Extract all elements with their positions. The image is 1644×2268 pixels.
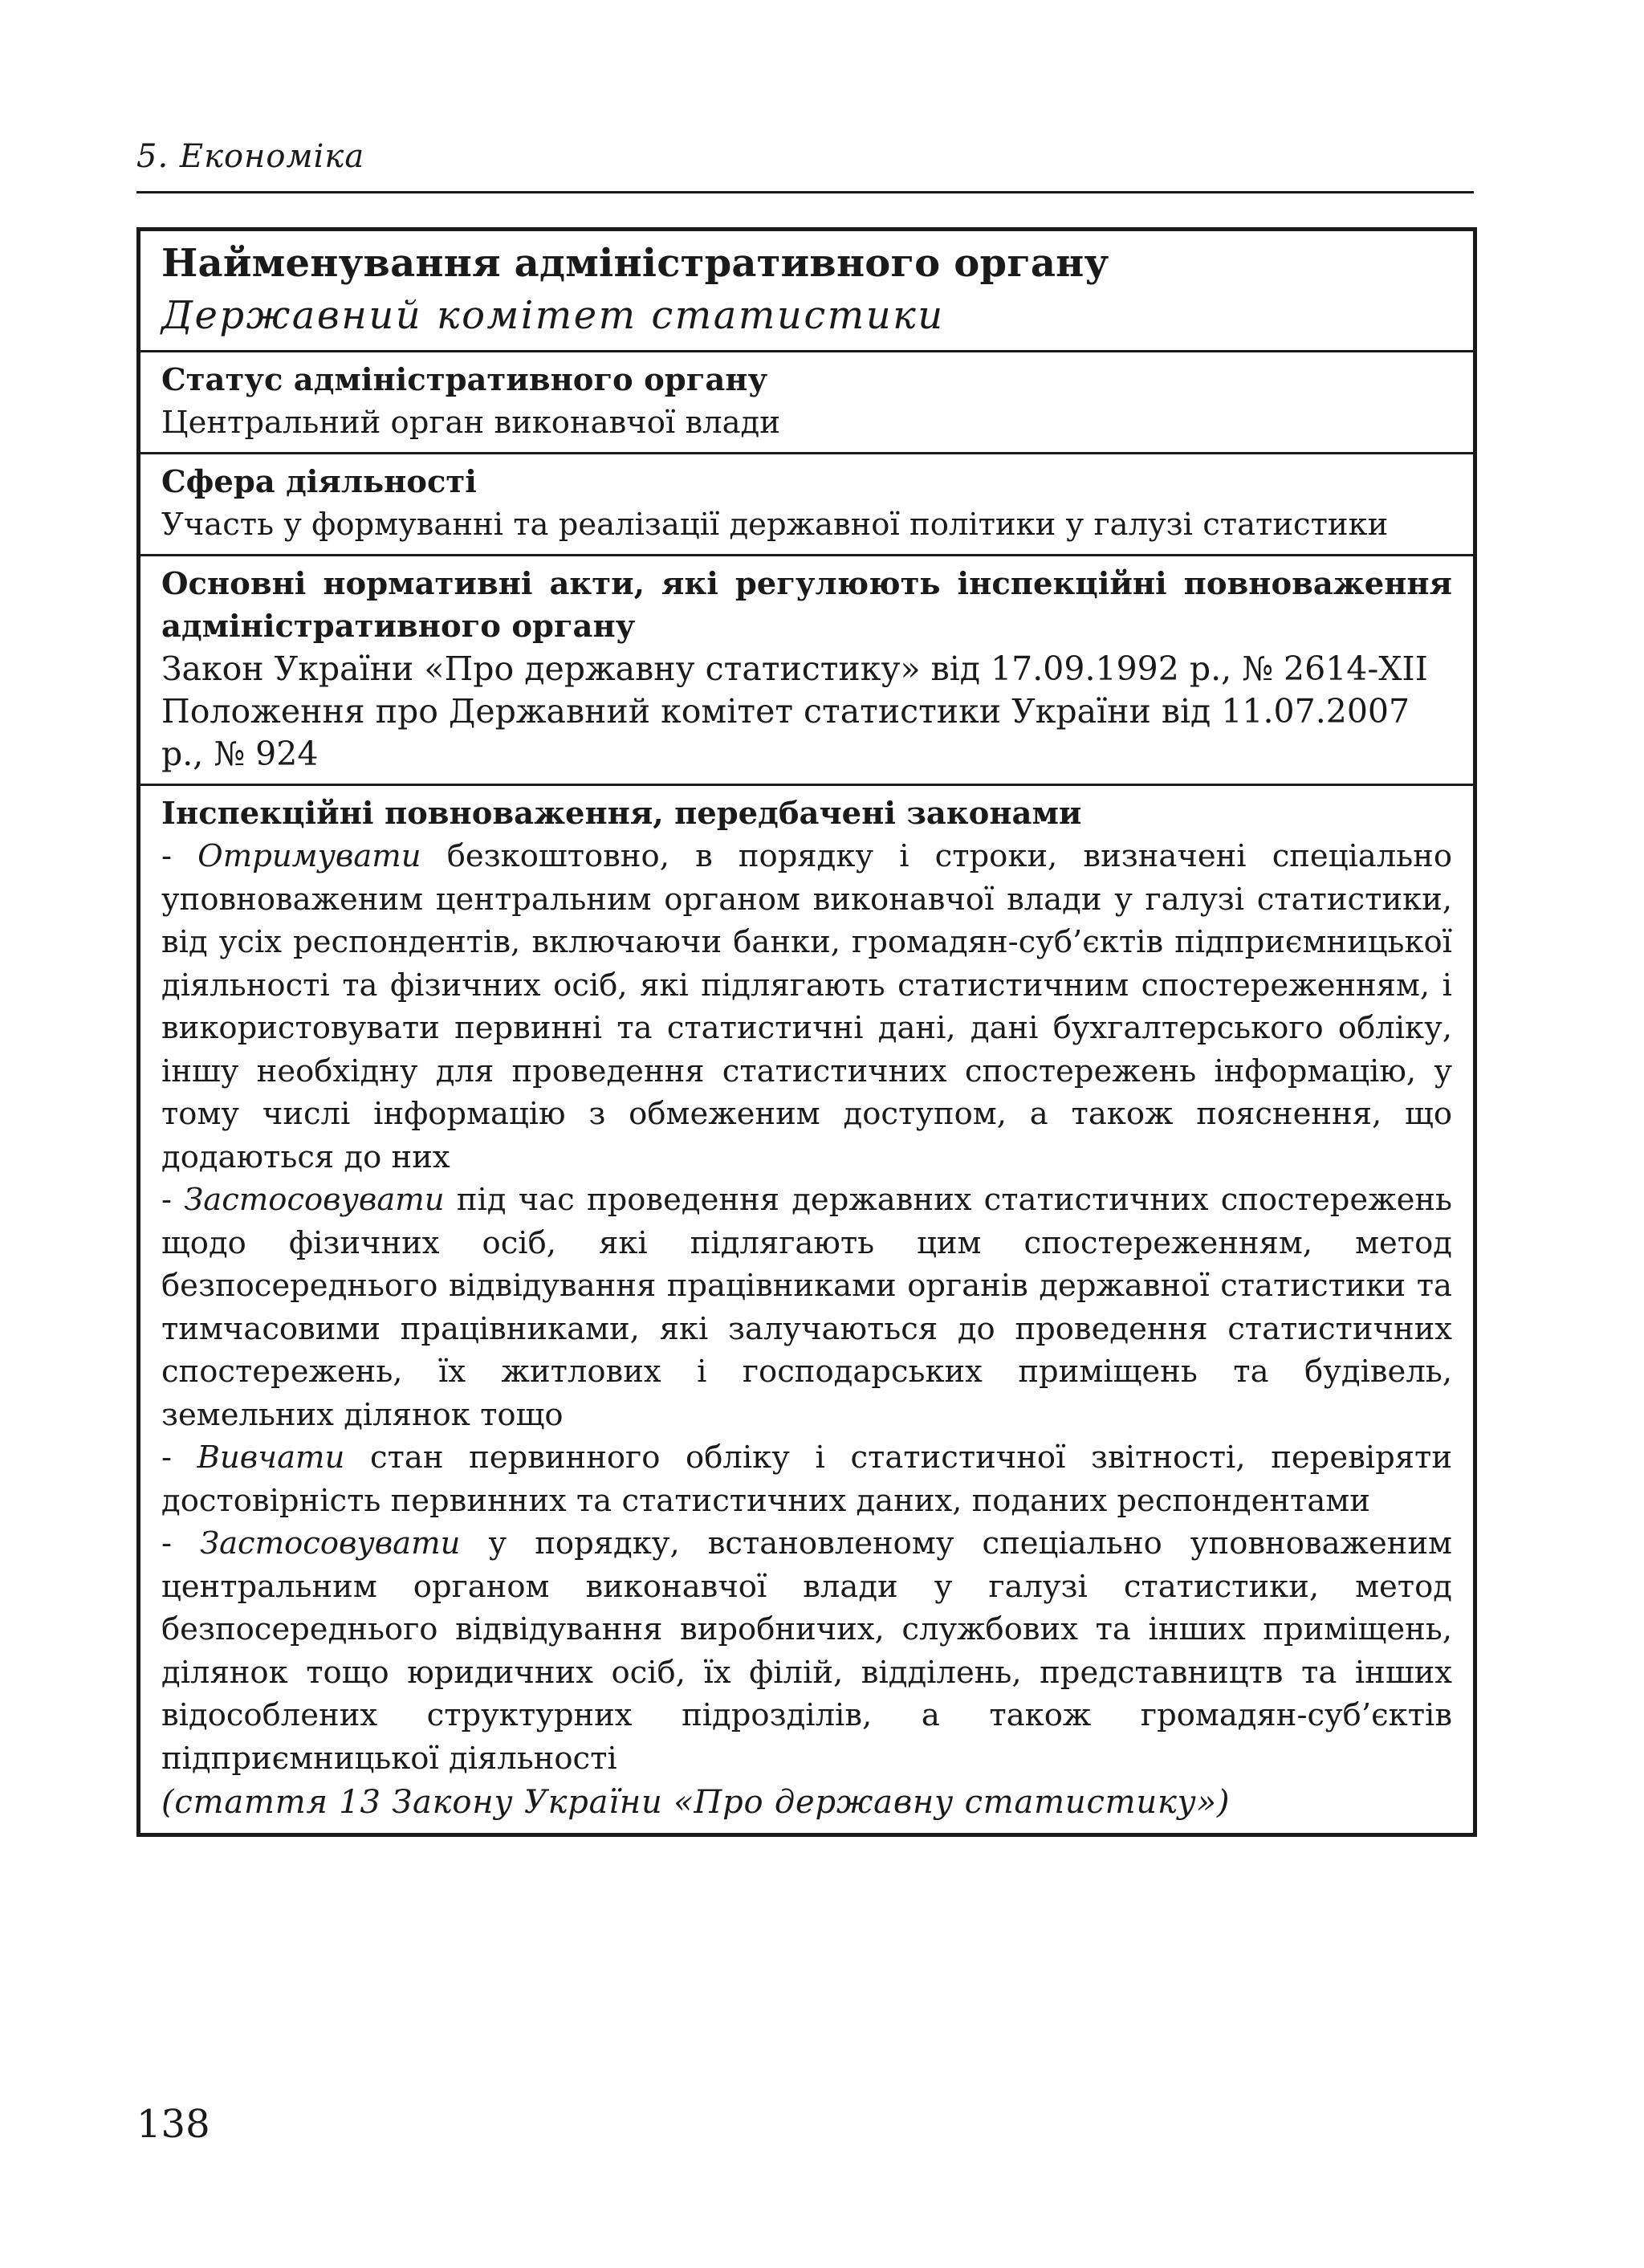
act-item: Положення про Державний комітет статистики України від 11.07.2007 р., № 924 — [161, 692, 1410, 773]
power-item — [161, 1522, 1452, 1780]
power-prefix: - — [161, 838, 198, 874]
authority-table — [136, 227, 1477, 1837]
power-text: під час проведення державних статистичних спостережень щодо фізичних осіб, які підлягають цим спостереженням, метод безпосереднього відвідування працівниками органів державної статистики та тимчасовими працівниками, які залучаються до проведення статистичних спостережень, їх житлових і господарських приміщень та будівель, земельних ділянок тощо — [161, 1182, 1452, 1433]
power-text: безкоштовно, в порядку і строки, визначені спеціально уповноваженим центральним органом виконавчої влади у галузі статистики, від усіх респондентів, включаючи банки, громадян-суб’єктів підприємницької діяльності та фізичних осіб, які підлягають статистичним спостереженням, і використовувати первинні та статистичні дані, дані бухгалтерського обліку, іншу необхідну для проведення статистичних спостережень інформацію, у тому числі інформацію з обмеженим доступом, а також пояснення, що додаються до них — [161, 838, 1452, 1175]
power-item — [161, 835, 1452, 1179]
act-item: Закон України «Про державну статистику» від 17.09.1992 р., № 2614-XII — [161, 649, 1428, 688]
power-verb: Вивчати — [197, 1439, 345, 1476]
power-text: у порядку, встановленому спеціально уповноваженим центральним органом виконавчої влади у галузі статистики, метод безпосереднього відвідування виробничих, службових та інших приміщень, ділянок тощо юридичних осіб, їх філій, відділень, представництв та інших відособлених структурних підрозділів, а також громадян-суб’єктів підприємницької діяльності — [161, 1525, 1452, 1777]
power-prefix: - — [161, 1525, 201, 1562]
legal-citation: (стаття 13 Закону України «Про державну статистику») — [161, 1784, 1231, 1821]
authority-name-cell — [140, 231, 1473, 352]
scope-label: Сфера діяльності — [161, 464, 477, 500]
status-value: Центральний орган виконавчої влади — [161, 405, 780, 441]
authority-name-label: Найменування адміністративного органу — [161, 241, 1109, 286]
power-item — [161, 1179, 1452, 1436]
running-head: 5. Економіка — [136, 138, 365, 175]
power-item — [161, 1436, 1452, 1522]
powers-cell — [140, 786, 1473, 1833]
status-cell — [140, 352, 1473, 454]
power-verb: Отримувати — [197, 838, 421, 874]
scope-cell — [140, 454, 1473, 556]
acts-cell — [140, 556, 1473, 786]
power-text: стан первинного обліку і статистичної звітності, перевіряти достовірність первинних та статистичних даних, поданих респондентами — [161, 1439, 1452, 1519]
acts-label: Основні нормативні акти, які регулюють інспекційні повноваження адміністративного органу — [161, 566, 1452, 645]
power-verb: Застосовувати — [200, 1525, 461, 1562]
power-prefix: - — [161, 1439, 197, 1476]
authority-name-value: Державний комітет статистики — [161, 293, 945, 338]
powers-label: Інспекційні повноваження, передбачені законами — [161, 796, 1082, 832]
status-label: Статус адміністративного органу — [161, 362, 768, 398]
header-rule — [136, 191, 1474, 193]
page-number: 138 — [136, 2102, 210, 2147]
power-verb: Застосовувати — [184, 1182, 445, 1218]
scope-value: Участь у формуванні та реалізації державної політики у галузі статистики — [161, 507, 1389, 543]
power-prefix: - — [161, 1182, 185, 1218]
